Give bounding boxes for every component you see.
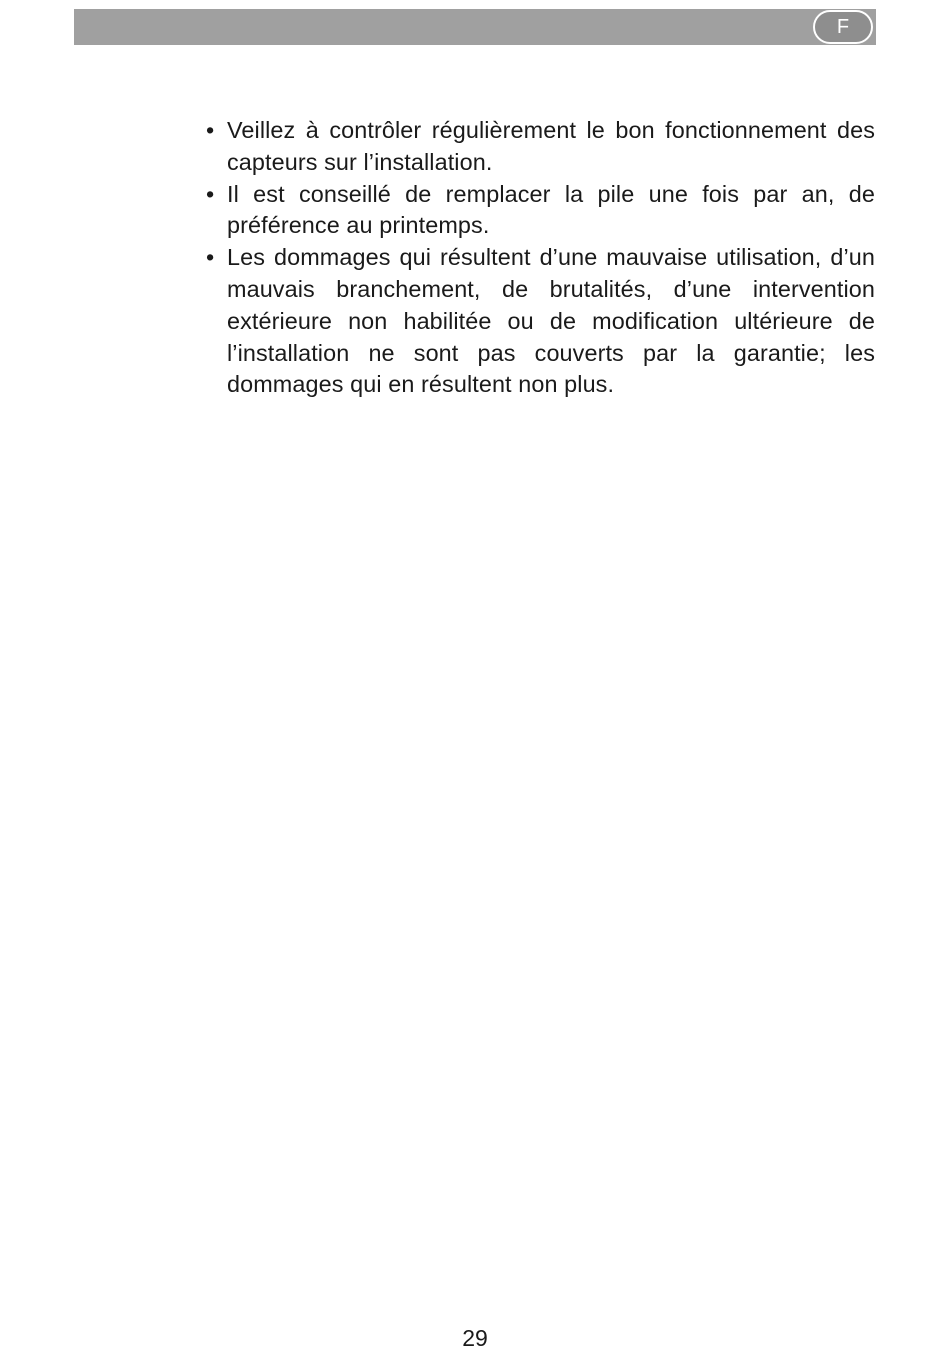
list-item-text: Veillez à contrôler régulièrement le bon fonctionnement des capteurs sur l’installation. [227,117,875,175]
bullet-list [206,115,875,401]
bullet-icon: • [206,244,215,271]
bullet-icon: • [206,180,215,207]
page-number: 29 [462,1325,488,1351]
header-bar [74,9,876,45]
list-item-text: Les dommages qui résultent d’une mauvaise utilisation, d’un mauvais branchement, de brutalités, d’une intervention extérieure non habilitée ou de modification ultérieure de l’installation ne sont pas couverts par la garantie; les dommages qui en résultent non plus. [227,244,875,398]
bullet-icon: • [206,117,215,143]
list-item [206,179,875,243]
language-tab: F [813,10,873,44]
list-item [206,242,875,401]
list-item [206,115,875,179]
list-item-text: Il est conseillé de remplacer la pile une fois par an, de préférence au printemps. [227,180,875,239]
